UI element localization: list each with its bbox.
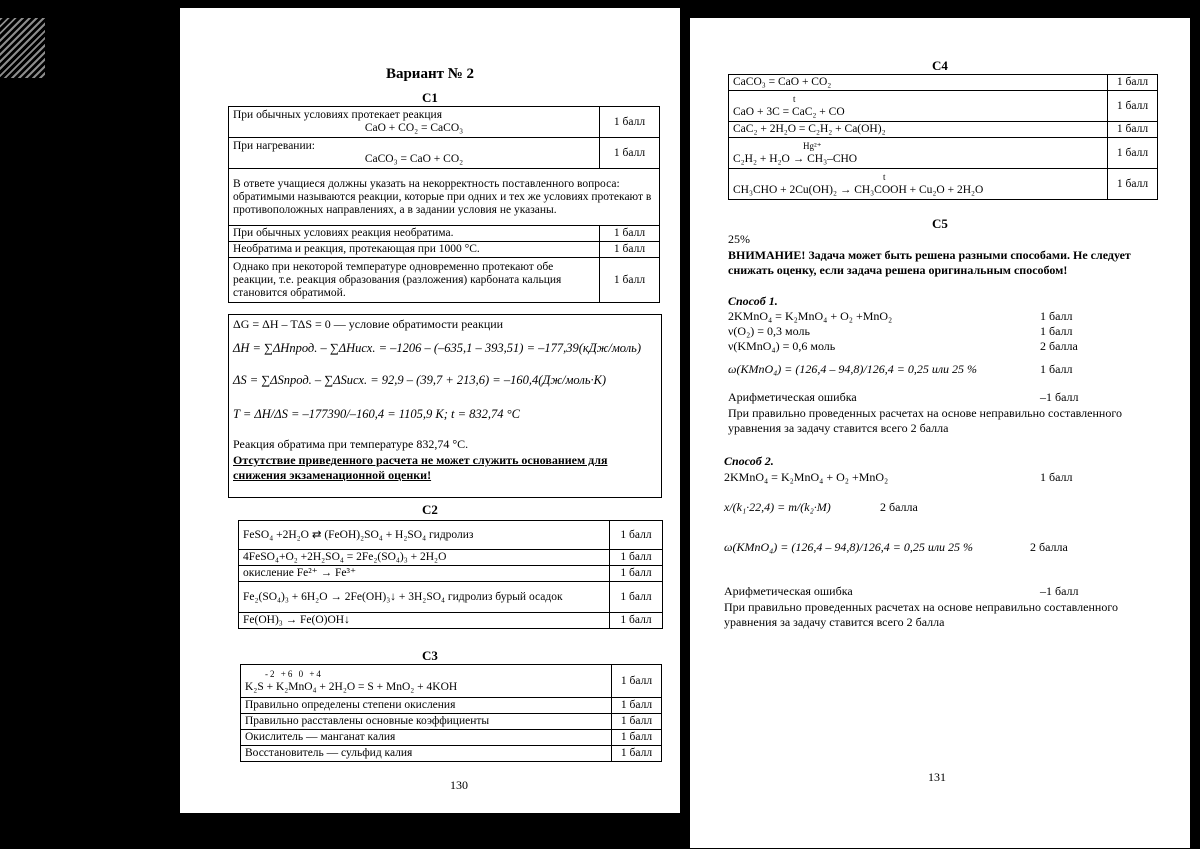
c3-row-points: 1 балл	[612, 730, 662, 746]
c4-row-text: C₂H₂ + H₂O → CH₃–CHO	[733, 153, 858, 165]
c3-row	[241, 746, 662, 762]
right-page	[690, 18, 1190, 848]
c3-row	[241, 714, 662, 730]
c2-row	[239, 613, 663, 629]
c1-row	[229, 107, 660, 138]
c4-row-points: 1 балл	[1108, 138, 1158, 169]
condition-mark: t	[793, 94, 796, 104]
page-number: 131	[928, 770, 946, 784]
c2-row-text: FeSO₄ +2H₂O ⇄ (FeOH)₂SO₄ + H₂SO₄ гидролиз	[239, 521, 610, 550]
c3-row-points: 1 балл	[612, 714, 662, 730]
c2-row-text: окисление Fe²⁺ → Fe³⁺	[239, 566, 610, 582]
method2-points: 2 балла	[880, 500, 918, 514]
c1-row-points: 1 балл	[600, 138, 660, 169]
calc-conclusion: Реакция обратима при температуре 832,74 °С.	[233, 437, 469, 451]
c1-row-points: 1 балл	[600, 258, 660, 303]
c2-row-points: 1 балл	[610, 613, 663, 629]
c3-row-text: Восстановитель — сульфид калия	[241, 746, 612, 762]
c3-row-points: 1 балл	[612, 665, 662, 698]
c3-label: С3	[422, 648, 438, 663]
method2-line: Арифметическая ошибка	[724, 584, 853, 598]
c3-table	[240, 664, 662, 762]
method2-points: 1 балл	[1040, 470, 1073, 484]
c3-row-text: Окислитель — манганат калия	[241, 730, 612, 746]
method1-note: При правильно проведенных расчетах на основе неправильно составленного уравнения за задачу ставится всего 2 балла	[728, 406, 1122, 435]
c2-table	[238, 520, 663, 629]
c2-row-points: 1 балл	[610, 521, 663, 550]
c1-row-points: 1 балл	[600, 107, 660, 138]
method2-label: Способ 2.	[724, 454, 774, 468]
calc-temperature: T = ΔH/ΔS = –177390/–160,4 = 1105,9 K; t = 832,74 °C	[233, 407, 520, 421]
c1-row-points: 1 балл	[600, 242, 660, 258]
c1-row-text: При нагревании:	[233, 140, 315, 152]
condition-mark: t	[883, 172, 886, 182]
method1-line: ω(KMnO₄) = (126,4 – 94,8)/126,4 = 0,25 или 25 %	[728, 362, 978, 376]
c4-label: С4	[932, 58, 948, 73]
method2-line: 2KMnO₄ = K₂MnO₄ + O₂ +MnO₂	[724, 470, 889, 484]
method2-line: ω(KMnO₄) = (126,4 – 94,8)/126,4 = 0,25 или 25 %	[724, 540, 974, 554]
method1-points: 1 балл	[1040, 362, 1073, 376]
c3-row	[241, 730, 662, 746]
c5-warning: ВНИМАНИЕ! Задача может быть решена разными способами. Не следует снижать оценку, если задача решена оригинальным способом!	[728, 248, 1131, 277]
c1-calc-box	[228, 314, 662, 498]
c1-row	[229, 258, 660, 303]
c3-row	[241, 665, 662, 698]
c3-row	[241, 698, 662, 714]
c1-row-text: Однако при некоторой температуре одновременно протекают обе реакции, т.е. реакция образования (разложения) карбоната кальция становится обратимой.	[229, 258, 600, 303]
c3-row-text: Правильно определены степени окисления	[241, 698, 612, 714]
c1-row-points: 1 балл	[600, 226, 660, 242]
method2-line: x/(k₁·22,4) = m/(k₂·M)	[724, 500, 831, 514]
c5-answer: 25%	[728, 232, 750, 246]
method1-label: Способ 1.	[728, 294, 778, 308]
method2-note: При правильно проведенных расчетах на основе неправильно составленного уравнения за задачу ставится всего 2 балла	[724, 600, 1118, 629]
c1-row	[229, 169, 660, 226]
c2-label: С2	[422, 502, 438, 517]
c4-row-text: CaC₂ + 2H₂O = C₂H₂ + Ca(OH)₂	[729, 122, 1108, 138]
method1-line: ν(KMnO₄) = 0,6 моль	[728, 339, 836, 353]
c1-label: С1	[422, 90, 438, 105]
c4-row-points: 1 балл	[1108, 122, 1158, 138]
c1-row	[229, 226, 660, 242]
method1-line: 2KMnO₄ = K₂MnO₄ + O₂ +MnO₂	[728, 309, 893, 323]
c1-row	[229, 242, 660, 258]
method1-points: –1 балл	[1040, 390, 1079, 404]
c4-row-points: 1 балл	[1108, 75, 1158, 91]
method2-points: 2 балла	[1030, 540, 1068, 554]
c1-row-equation: CaCO₃ = CaO + CO₂	[364, 153, 464, 165]
method1-line: Арифметическая ошибка	[728, 390, 857, 404]
c3-row-points: 1 балл	[612, 698, 662, 714]
c1-row-equation: CaO + CO₂ = CaCO₃	[364, 122, 464, 134]
c1-table	[228, 106, 660, 303]
scan-noise	[0, 18, 45, 78]
catalyst-mark: Hg²⁺	[803, 141, 822, 151]
c4-row-text: CaCO₃ = CaO + CO₂	[729, 75, 1108, 91]
c4-row	[729, 75, 1158, 91]
c2-row	[239, 550, 663, 566]
c4-row-text: CaO + 3C = CaC₂ + CO	[733, 106, 845, 118]
calc-warning: Отсутствие приведенного расчета не может служить основанием для снижения экзаменационной оценки!	[233, 453, 608, 482]
c2-row-text: Fe₂(SO₄)₃ + 6H₂O → 2Fe(OH)₃↓ + 3H₂SO₄ гидролиз бурый осадок	[239, 582, 610, 613]
calc-condition: ΔG = ΔH – TΔS = 0 — условие обратимости реакции	[233, 317, 504, 331]
method1-points: 1 балл	[1040, 324, 1073, 338]
c4-table	[728, 74, 1158, 200]
method1-points: 2 балла	[1040, 339, 1078, 353]
c4-row-points: 1 балл	[1108, 169, 1158, 200]
c5-label: С5	[932, 216, 948, 231]
c3-row-text: Правильно расставлены основные коэффициенты	[241, 714, 612, 730]
left-page	[180, 8, 680, 813]
calc-enthalpy: ΔH = ∑ΔHпрод. – ∑ΔHисх. = –1206 – (–635,1 – 393,51) = –177,39(кДж/моль)	[233, 341, 642, 355]
oxidation-states: -2 +6 0 +4	[265, 669, 323, 679]
c4-row	[729, 122, 1158, 138]
c1-row-text: При обычных условиях протекает реакция	[233, 109, 442, 121]
c2-row-text: Fe(OH)₃ → Fe(O)OH↓	[239, 613, 610, 629]
c2-row-points: 1 балл	[610, 550, 663, 566]
c3-row-text: K₂S + K₂MnO₄ + 2H₂O = S + MnO₂ + 4KOH	[245, 681, 458, 693]
variant-title: Вариант № 2	[385, 66, 475, 82]
c2-row	[239, 521, 663, 550]
c4-row	[729, 91, 1158, 122]
calc-entropy: ΔS = ∑ΔSпрод. – ∑ΔSисх. = 92,9 – (39,7 + 213,6) = –160,4(Дж/моль·К)	[233, 373, 607, 387]
c3-row-points: 1 балл	[612, 746, 662, 762]
method2-points: –1 балл	[1040, 584, 1079, 598]
c2-row	[239, 582, 663, 613]
c1-row	[229, 138, 660, 169]
c1-row-text: При обычных условиях реакция необратима.	[229, 226, 600, 242]
c2-row	[239, 566, 663, 582]
c4-row-points: 1 балл	[1108, 91, 1158, 122]
method1-line: ν(O₂) = 0,3 моль	[728, 324, 810, 338]
c2-row-points: 1 балл	[610, 582, 663, 613]
c1-row-text: Необратима и реакция, протекающая при 1000 °С.	[229, 242, 600, 258]
method1-points: 1 балл	[1040, 309, 1073, 323]
c4-row	[729, 138, 1158, 169]
c4-row	[729, 169, 1158, 200]
c4-row-text: CH₃CHO + 2Cu(OH)₂ → CH₃COOH + Cu₂O + 2H₂O	[733, 184, 984, 196]
c1-row-text: В ответе учащиеся должны указать на некорректность поставленного вопроса: обратимыми называются реакции, которые при одних и тех же условиях протекают в противоположных направлениях, а в задании условия не указаны.	[229, 169, 660, 226]
page-number: 130	[450, 778, 468, 792]
c2-row-points: 1 балл	[610, 566, 663, 582]
c2-row-text: 4FeSO₄+O₂ +2H₂SO₄ = 2Fe₂(SO₄)₃ + 2H₂O	[239, 550, 610, 566]
